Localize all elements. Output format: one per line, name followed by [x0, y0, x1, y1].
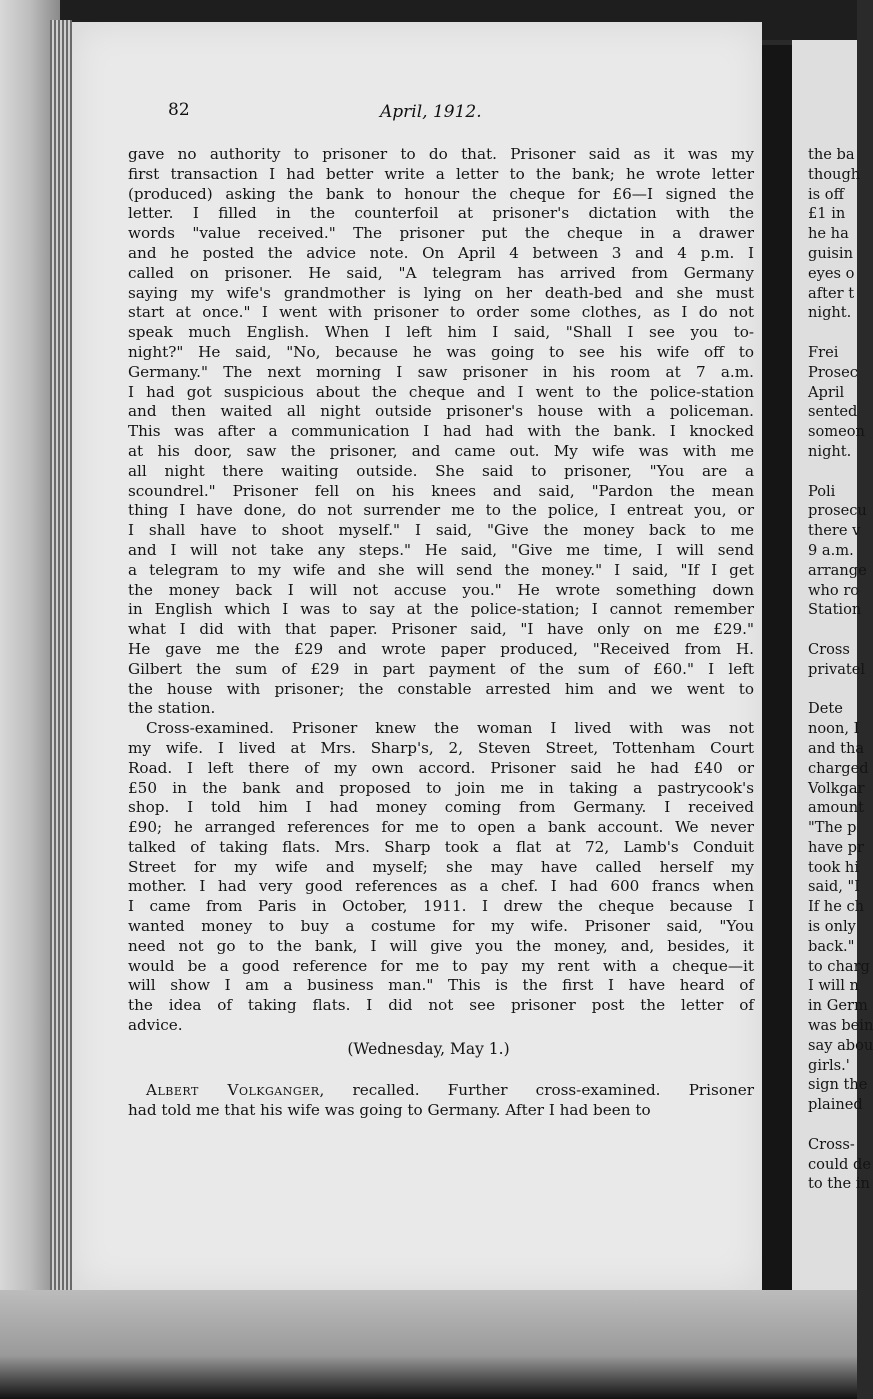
facing-line: is off	[808, 185, 844, 203]
text-line: Street for my wife and myself; she may have called herself my	[128, 857, 754, 876]
facing-line: back."	[808, 937, 855, 955]
facing-line: amount	[808, 799, 864, 817]
text-line: Road. I left there of my own accord. Prisoner said he had £40 or	[128, 758, 754, 777]
text-line: I came from Paris in October, 1911. I drew the cheque because I	[128, 897, 754, 916]
text-line: the house with prisoner; the constable arrested him and we went to	[128, 679, 754, 698]
text-line: the idea of taking flats. I did not see prisoner post the letter of	[128, 996, 754, 1015]
text-line: gave no authority to prisoner to do that. Prisoner said as it was my	[128, 145, 754, 163]
facing-line: arrange	[808, 561, 867, 579]
text-line: thing I have done, do not surrender me to the police, I entreat you, or	[128, 501, 754, 520]
text-line: speak much English. When I left him I said, "Shall I see you to-	[128, 323, 754, 342]
facing-line: If he ch	[808, 898, 865, 916]
book-spine	[50, 20, 72, 1300]
text-line: I had got suspicious about the cheque and I went to the police-station	[128, 382, 754, 401]
facing-line: guisin	[808, 244, 853, 262]
facing-line: plained	[808, 1096, 863, 1114]
facing-line	[808, 1115, 868, 1135]
facing-line	[808, 620, 868, 640]
facing-line: to the in	[808, 1175, 870, 1193]
text-line: Cross-examined. Prisoner knew the woman I lived with was not	[146, 719, 754, 738]
text-line: start at once." I went with prisoner to order some clothes, as I do not	[128, 303, 754, 322]
facing-line: 9 a.m.	[808, 541, 854, 559]
facing-line: night.	[808, 442, 852, 460]
facing-line: sented	[808, 403, 858, 421]
text-line: Germany." The next morning I saw prisoner in his room at 7 a.m.	[128, 362, 754, 381]
facing-line	[808, 680, 868, 700]
facing-line	[808, 462, 868, 482]
text-line: £90; he arranged references for me to open a bank account. We never	[128, 818, 754, 837]
text-line: a telegram to my wife and she will send the money." I said, "If I get	[128, 560, 754, 579]
facing-line: Cross-	[808, 1135, 855, 1153]
facing-line: privatel	[808, 660, 866, 678]
facing-line: the ba	[808, 146, 855, 163]
text-line: letter. I filled in the counterfoil at prisoner's dictation with the	[128, 204, 754, 223]
facing-line: Frei	[808, 343, 839, 361]
book-gutter	[762, 45, 792, 1295]
date-heading: (Wednesday, May 1.)	[347, 1040, 510, 1058]
facing-line: was bein	[808, 1017, 873, 1035]
running-head: April, 1912.	[380, 102, 482, 122]
text-line: saying my wife's grandmother is lying on her death-bed and she must	[128, 283, 754, 302]
final-line-2: had told me that his wife was going to Germany. After I had been to	[128, 1100, 651, 1119]
text-line: £50 in the bank and proposed to join me in taking a pastrycook's	[128, 778, 754, 797]
facing-line: who ro	[808, 581, 860, 599]
text-line: the money back I will not accuse you." He wrote something down	[128, 580, 754, 599]
text-line: advice.	[128, 1016, 183, 1035]
facing-line: Cross	[808, 640, 850, 658]
facing-line: though	[808, 165, 861, 183]
facing-line: have pr	[808, 838, 864, 856]
text-line: and then waited all night outside prisoner's house with a policeman.	[128, 402, 754, 421]
text-line: the station.	[128, 699, 216, 718]
page-number: 82	[168, 100, 190, 120]
facing-line: Station	[808, 601, 862, 619]
facing-line: said, "I	[808, 878, 860, 896]
facing-line: girls.'	[808, 1056, 850, 1074]
text-line: will show I am a business man." This is the first I have heard of	[128, 976, 754, 995]
facing-line: in Germ	[808, 997, 868, 1015]
text-line: He gave me the £29 and wrote paper produced, "Received from H.	[128, 639, 754, 658]
facing-line: someon	[808, 423, 865, 441]
facing-line: could de	[808, 1155, 871, 1173]
facing-line: is only	[808, 918, 856, 936]
facing-line: to charg	[808, 957, 870, 975]
facing-line: and tha	[808, 739, 865, 757]
bottom-background	[0, 1290, 857, 1399]
text-line: and I will not take any steps." He said, "Give me time, I will send	[128, 540, 754, 559]
text-line: I shall have to shoot myself." I said, "Give the money back to me	[128, 521, 754, 540]
text-line: all night there waiting outside. She said to prisoner, "You are a	[128, 461, 754, 480]
text-line: my wife. I lived at Mrs. Sharp's, 2, Steven Street, Tottenham Court	[128, 738, 754, 757]
facing-line: after t	[808, 284, 855, 302]
facing-line: eyes o	[808, 264, 855, 282]
facing-line: Prosec	[808, 363, 858, 381]
text-line: what I did with that paper. Prisoner said, "I have only on me £29."	[128, 620, 754, 639]
facing-line: took hi	[808, 858, 859, 876]
facing-line: say abou	[808, 1036, 873, 1054]
facing-line: Dete	[808, 700, 843, 718]
text-line: mother. I had very good references as a chef. I had 600 francs when	[128, 877, 754, 896]
text-line: and he posted the advice note. On April 4 between 3 and 4 p.m. I	[128, 243, 754, 262]
final-paragraph	[128, 1081, 754, 1121]
facing-line: he ha	[808, 225, 849, 243]
text-line: at his door, saw the prisoner, and came out. My wife was with me	[128, 441, 754, 460]
text-line: talked of taking flats. Mrs. Sharp took a flat at 72, Lamb's Conduit	[128, 837, 754, 856]
text-line: would be a good reference for me to pay my rent with a cheque—it	[128, 956, 754, 975]
text-line: scoundrel." Prisoner fell on his knees and said, "Pardon the mean	[128, 481, 754, 500]
text-line: night?" He said, "No, because he was going to see his wife off to	[128, 342, 754, 361]
facing-line: sign the	[808, 1076, 868, 1094]
text-line: words "value received." The prisoner put the cheque in a drawer	[128, 224, 754, 243]
text-line: need not go to the bank, I will give you the money, and, besides, it	[128, 936, 754, 955]
main-text-column	[128, 145, 754, 1036]
facing-line: there v	[808, 522, 861, 540]
text-line: This was after a communication I had had with the bank. I knocked	[128, 422, 754, 441]
text-line: Gilbert the sum of £29 in part payment of the sum of £60." I left	[128, 659, 754, 678]
text-line: (produced) asking the bank to honour the cheque for £6—I signed the	[128, 184, 754, 203]
facing-page-text	[808, 145, 873, 1194]
witness-name: Albert Volkganger	[146, 1081, 320, 1099]
text-line: called on prisoner. He said, "A telegram has arrived from Germany	[128, 263, 754, 282]
facing-line: April	[808, 383, 845, 401]
facing-line: I will n	[808, 977, 859, 995]
text-line: shop. I told him I had money coming from Germany. I received	[128, 798, 754, 817]
facing-line: Volkgar	[808, 779, 865, 797]
facing-line: prosecu	[808, 502, 867, 520]
facing-line: charged	[808, 759, 869, 777]
text-line: first transaction I had better write a letter to the bank; he wrote letter	[128, 164, 754, 183]
final-line-1: Albert Volkganger, recalled. Further cross-examined. Prisoner	[146, 1081, 755, 1099]
facing-line: noon, I	[808, 720, 860, 738]
facing-line: Poli	[808, 482, 836, 500]
facing-line: "The p	[808, 819, 857, 837]
facing-line: night.	[808, 304, 852, 322]
facing-line	[808, 323, 868, 343]
facing-line: £1 in	[808, 205, 846, 223]
text-line: wanted money to buy a costume for my wife. Prisoner said, "You	[128, 917, 754, 936]
text-line: in English which I was to say at the police-station; I cannot remember	[128, 600, 754, 619]
